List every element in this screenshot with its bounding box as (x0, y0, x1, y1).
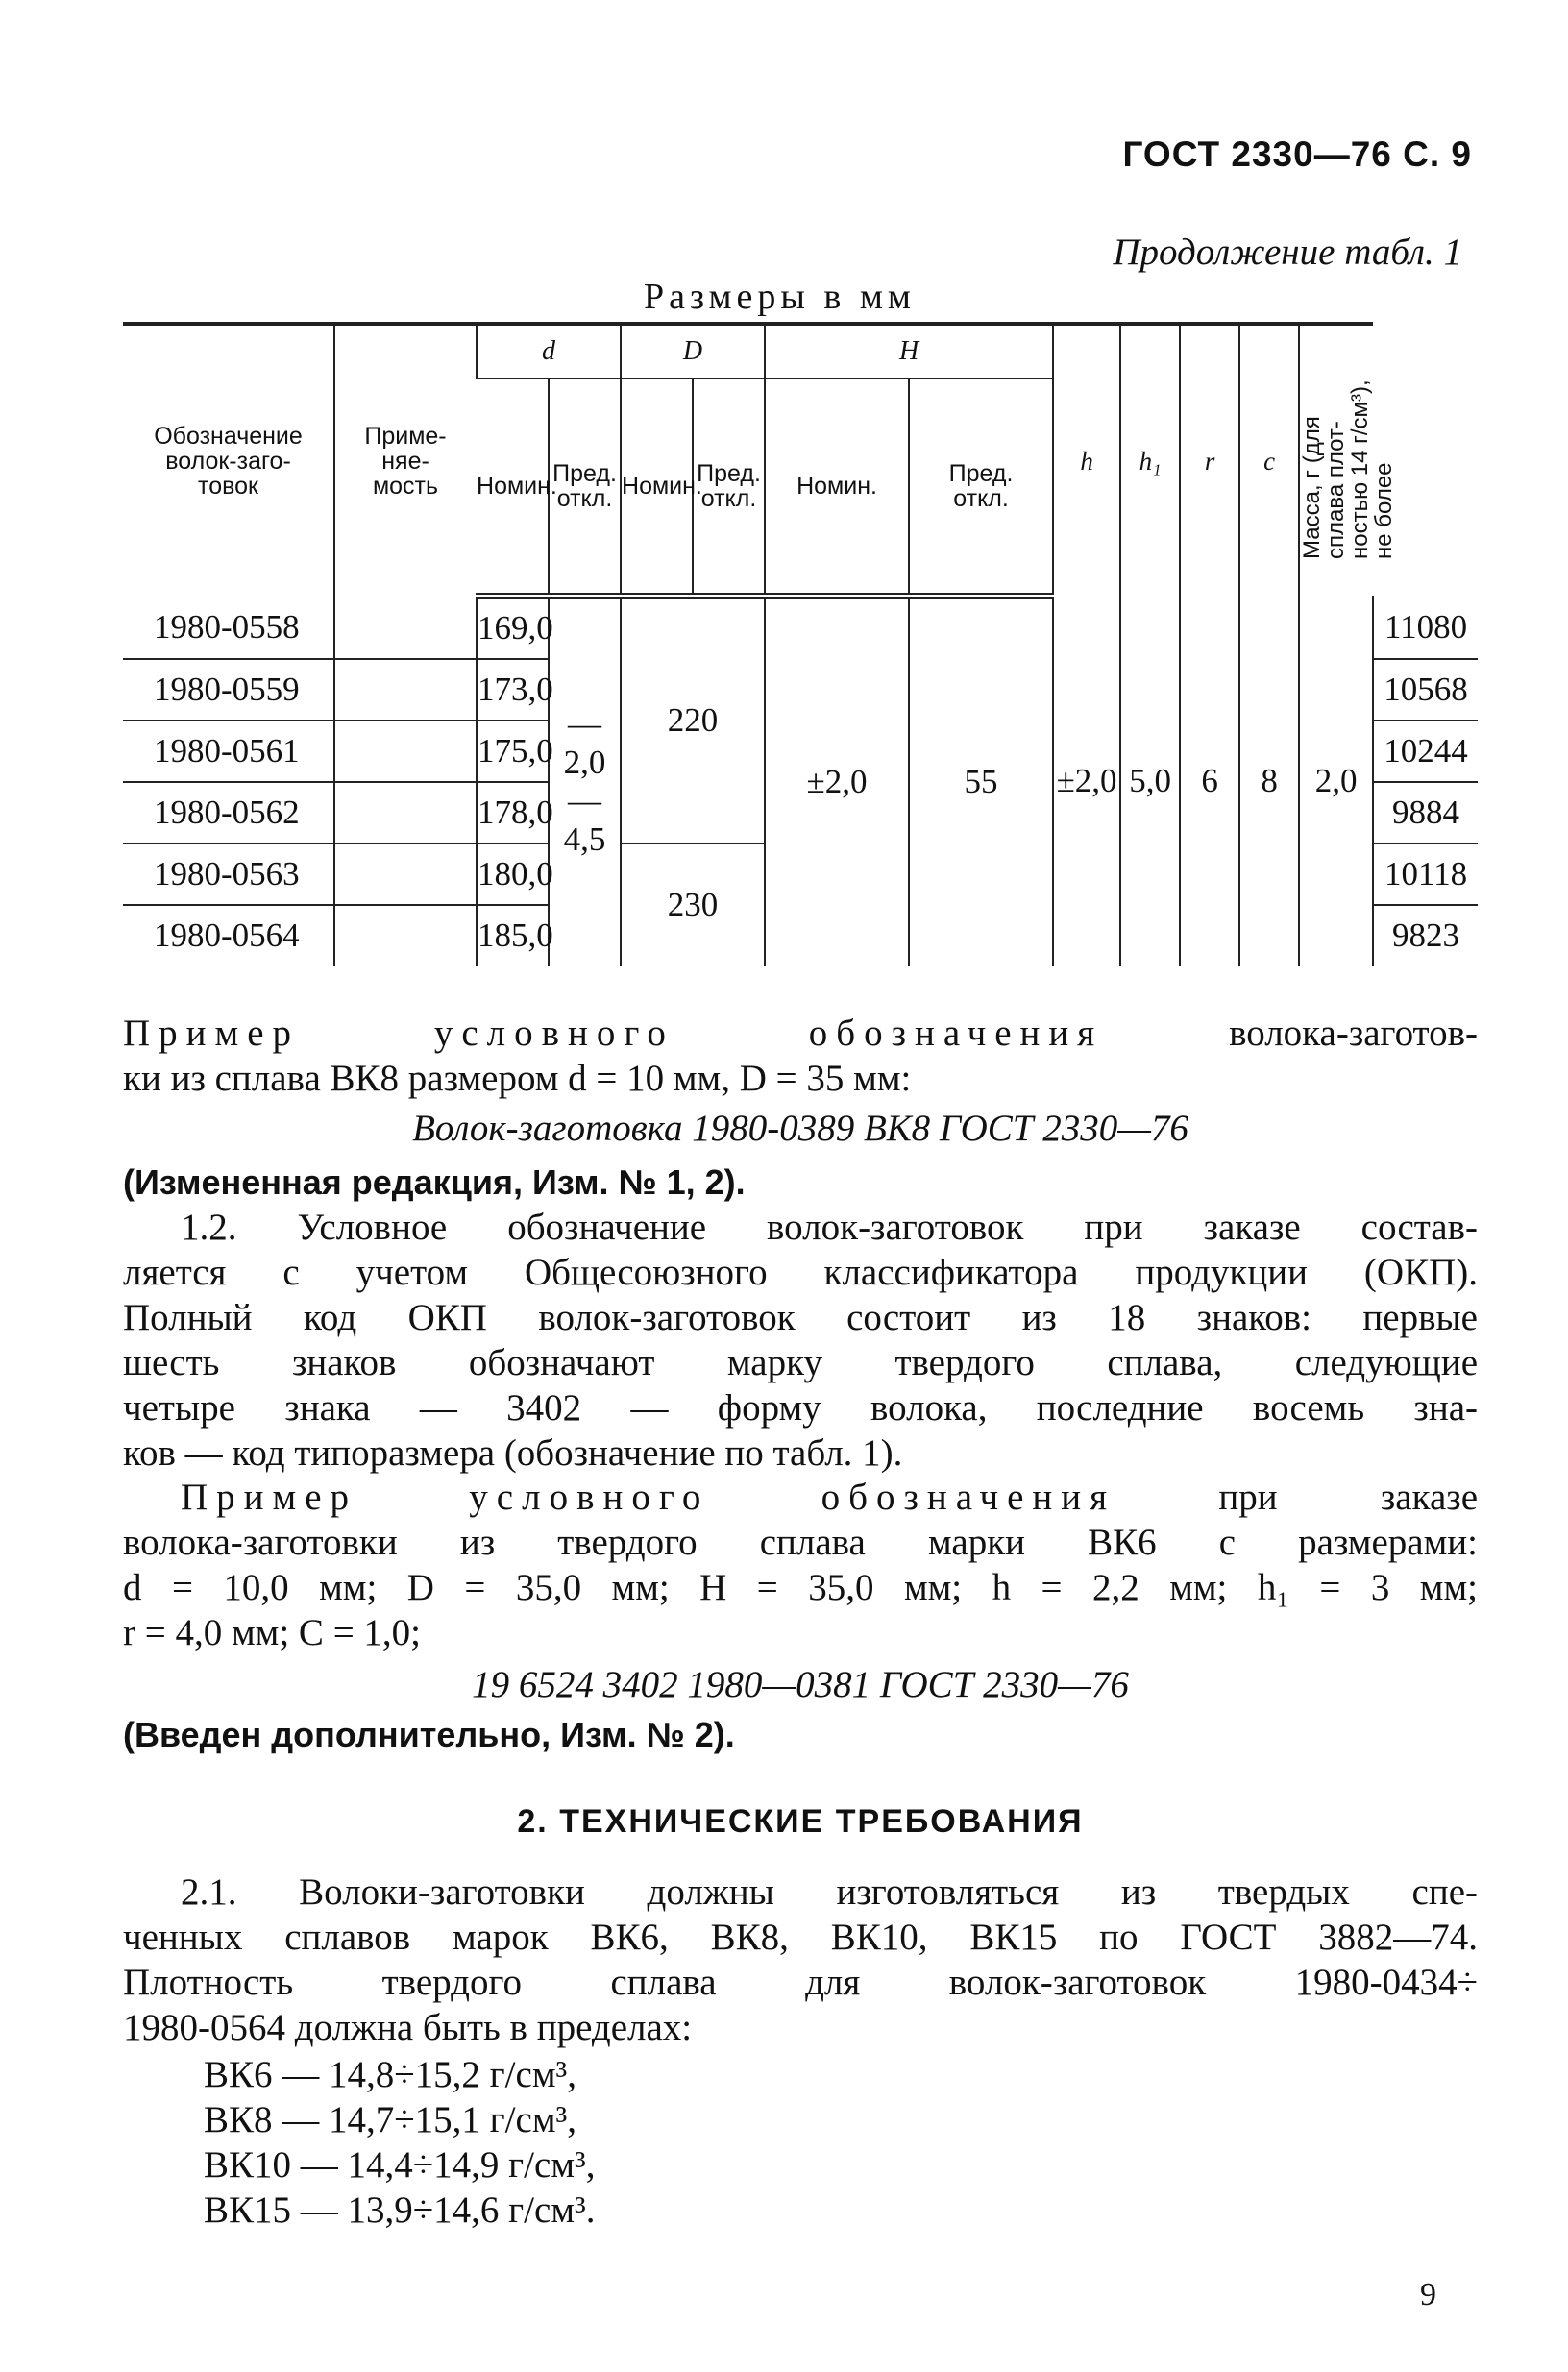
cell-d-nom: 169,0 (477, 596, 549, 659)
cell-D-nom-230: 230 (621, 844, 765, 966)
cell-d-nom: 173,0 (477, 659, 549, 721)
cell-mass: 10118 (1373, 844, 1478, 905)
header-h: h (1053, 324, 1120, 596)
example1-note: (Измененная редакция, Изм. № 1, 2). (123, 1162, 746, 1202)
cell-applicability (334, 782, 477, 844)
density-list (204, 2052, 1164, 2233)
table-row (123, 596, 1478, 659)
cell-D-nom-220: 220 (621, 596, 765, 844)
header-D-dev: Пред. откл. (693, 379, 765, 596)
example1-formula: Волок-заготовка 1980-0389 ВК8 ГОСТ 2330—76 (412, 1108, 1188, 1149)
cell-applicability (334, 659, 477, 721)
cell-h1: 6 (1180, 596, 1239, 966)
paragraph-1-2: 1.2. Условное обозначение волок-заготовок при заказе состав- ляется с учетом Общесоюзного классификатора продукции (ОКП). Полный код ОКП волок-заготовок состоит из 18 знаков: первые шесть знаков обозначают марку твердого сплава, следующие четыре знака — 3402 — форму волока, последние восемь зна- ков — код типоразмера (обозначение по табл. 1). (123, 1207, 1478, 1474)
cell-code: 1980-0558 (123, 596, 334, 659)
cell-applicability (334, 596, 477, 659)
table-continuation-label: Продолжение табл. 1 (1113, 232, 1462, 273)
header-r: r (1180, 324, 1239, 596)
cell-code: 1980-0559 (123, 659, 334, 721)
header-group-d: d (477, 324, 621, 379)
section-title: 2. ТЕХНИЧЕСКИЕ ТРЕБОВАНИЯ (517, 1803, 1084, 1840)
header-applicability: Приме- няе- мость (334, 324, 477, 596)
dimensions-table (123, 322, 1478, 966)
header-designation: Обозначение волок-заго- товок (123, 324, 334, 596)
header-d-dev: Пред. откл. (549, 379, 621, 596)
example2-formula: 19 6524 3402 1980—0381 ГОСТ 2330—76 (472, 1664, 1129, 1705)
cell-mass: 10568 (1373, 659, 1478, 721)
header-d-nom: Номин. (477, 379, 549, 596)
list-item: ВК6 — 14,8÷15,2 г/см³, (204, 2054, 576, 2095)
table-units-caption: Размеры в мм (644, 277, 916, 317)
cell-d-nom: 178,0 (477, 782, 549, 844)
header-group-D: D (621, 324, 765, 379)
example2-line1: Пример условного обозначения при заказе (181, 1477, 1478, 1518)
cell-h: 5,0 (1120, 596, 1180, 966)
cell-code: 1980-0564 (154, 917, 300, 954)
cell-code: 1980-0561 (123, 721, 334, 782)
cell-applicability (334, 844, 477, 905)
example2-lines: волока-заготовки из твердого сплава марки ВК6 с размерами: d = 10,0 мм; D = 35,0 мм; H = 35,0 мм; h = 2,2 мм; h₁ = 3 мм; r = 4,0 мм; C = 1,0; (123, 1522, 1478, 1653)
cell-H-dev: ±2,0 (1053, 596, 1120, 966)
header-H-nom: Номин. (765, 379, 909, 596)
list-item: ВК15 — 13,9÷14,6 г/см³. (204, 2189, 596, 2231)
cell-mass: 10244 (1373, 721, 1478, 782)
paragraph-2-1: 2.1. Волоки-заготовки должны изготовляться из твердых спе- ченных сплавов марок ВК6, ВК8, ВК10, ВК15 по ГОСТ 3882—74. Плотность твердого сплава для волок-заготовок 1980-0434÷ 1980-0564 должна быть в пределах: (123, 1871, 1478, 2048)
header-h1: h₁ (1120, 324, 1180, 596)
cell-code: 1980-0563 (123, 844, 334, 905)
cell-c: 2,0 (1299, 596, 1373, 966)
header-group-H: H (765, 324, 1053, 379)
header-H-dev: Пред. откл. (909, 379, 1053, 596)
cell-d-nom: 175,0 (477, 721, 549, 782)
cell-applicability (334, 721, 477, 782)
running-header: ГОСТ 2330—76 С. 9 (1122, 134, 1472, 174)
cell-d-dev: —2,0 — 4,5 (549, 596, 621, 966)
cell-applicability (334, 905, 477, 966)
cell-d-nom: 180,0 (477, 844, 549, 905)
header-mass: Масса, г (для сплава плот- ностью 14 г/см³), не более (1299, 324, 1373, 596)
cell-H-nom: 55 (909, 596, 1053, 966)
header-c: c (1239, 324, 1299, 596)
cell-mass: 9884 (1373, 782, 1478, 844)
cell-D-dev: ±2,0 (765, 596, 909, 966)
cell-mass: 9823 (1373, 905, 1478, 966)
list-item: ВК10 — 14,4÷14,9 г/см³, (204, 2144, 596, 2186)
cell-mass: 11080 (1373, 596, 1478, 659)
example1-line2: ки из сплава ВК8 размером d = 10 мм, D = 35 мм: (123, 1058, 912, 1099)
cell-d-nom: 185,0 (477, 905, 549, 966)
header-D-nom: Номин. (621, 379, 693, 596)
page-number: 9 (1420, 2277, 1436, 2312)
cell-code: 1980-0562 (123, 782, 334, 844)
list-item: ВК8 — 14,7÷15,1 г/см³, (204, 2099, 576, 2140)
example2-note: (Введен дополнительно, Изм. № 2). (123, 1715, 735, 1754)
example1-line1: Пример условного обозначения волока-заготов- (123, 1013, 1478, 1054)
cell-r: 8 (1239, 596, 1299, 966)
